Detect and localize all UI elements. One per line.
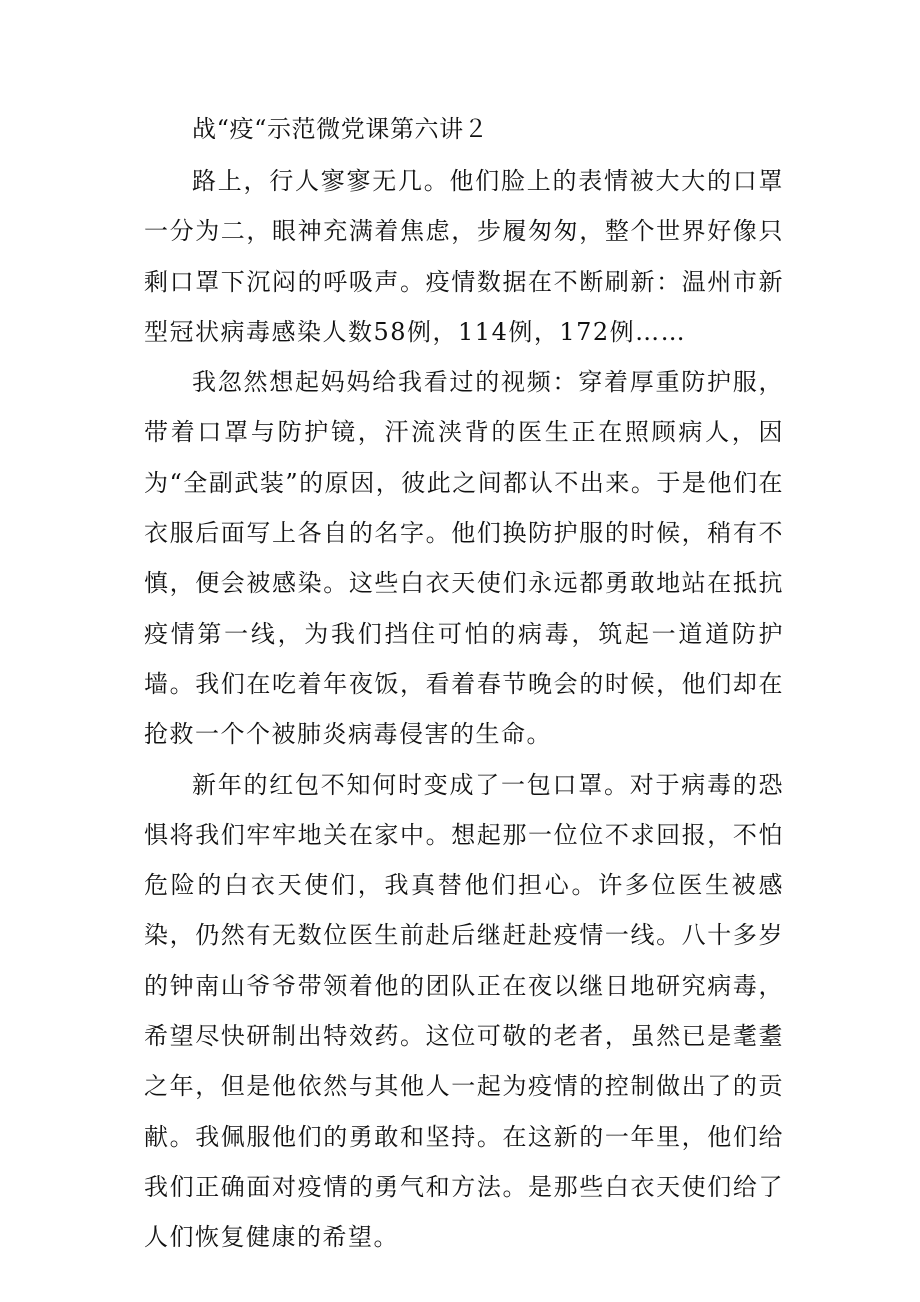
paragraph-medical-workers: 我忽然想起妈妈给我看过的视频：穿着厚重防护服，带着口罩与防护镜，汗流浃背的医生正在照顾病人，因为“全副武装”的原因，彼此之间都认不出来。于是他们在衣服后面写上各自的名字。他们换防护服的时候，稍有不慎，便会被感染。这些白衣天使们永远都勇敢地站在抵抗疫情第一线，为我们挡住可怕的病毒，筑起一道道防护墙。我们在吃着年夜饭，看着春节晚会的时候，他们却在抢救一个个被肺炎病毒侵害的生命。: [144, 368, 784, 749]
document-title: 战“疫“示范微党课第六讲２: [192, 115, 489, 143]
document-body: [144, 104, 784, 1263]
paragraph-street-scene: 路上，行人寥寥无几。他们脸上的表情被大大的口罩一分为二，眼神充满着焦虑，步履匆匆，整个世界好像只剩口罩下沉闷的呼吸声。疫情数据在不断刷新：温州市新型冠状病毒感染人数58例，114例，172例……: [144, 167, 784, 346]
paragraph-new-year-masks: 新年的红包不知何时变成了一包口罩。对于病毒的恐惧将我们牢牢地关在家中。想起那一位位不求回报，不怕危险的白衣天使们，我真替他们担心。许多位医生被感染，仍然有无数位医生前赴后继赶赴疫情一线。八十多岁的钟南山爷爷带领着他的团队正在夜以继日地研究病毒，希望尽快研制出特效药。这位可敬的老者，虽然已是耄耋之年，但是他依然与其他人一起为疫情的控制做出了的贡献。我佩服他们的勇敢和坚持。在这新的一年里，他们给我们正确面对疫情的勇气和方法。是那些白衣天使们给了人们恢复健康的希望。: [144, 770, 784, 1252]
